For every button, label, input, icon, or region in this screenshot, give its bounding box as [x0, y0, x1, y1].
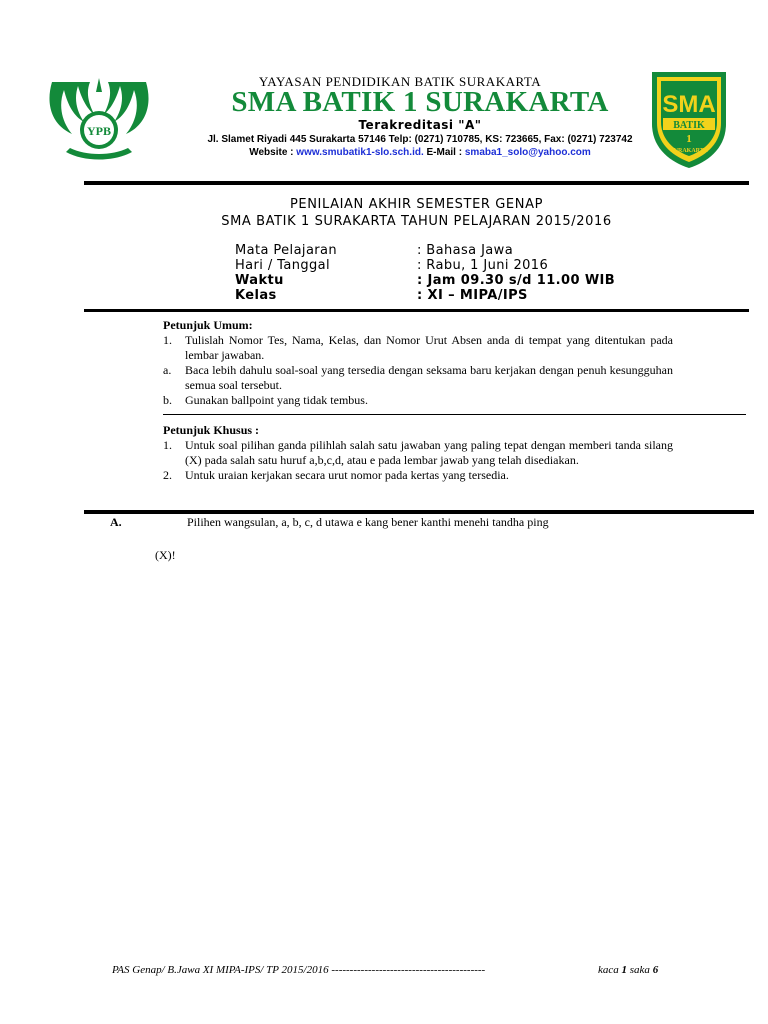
school-name: SMA BATIK 1 SURAKARTA	[231, 86, 609, 118]
info-label: Kelas	[235, 288, 277, 303]
general-instructions	[163, 318, 675, 408]
part-a-label: A.	[110, 515, 122, 529]
part-a-instruction-cont: (X)!	[155, 548, 176, 562]
instructions-divider	[163, 414, 746, 415]
info-row-class	[235, 288, 615, 303]
info-value: : Jam 09.30 s/d 11.00 WIB	[417, 273, 616, 288]
logo-right-sma: SMA	[662, 91, 716, 118]
info-row-date	[235, 258, 615, 273]
item-text: Gunakan ballpoint yang tidak tembus.	[185, 393, 368, 407]
info-label: Mata Pelajaran	[235, 243, 338, 258]
footer-course-info: PAS Genap/ B.Jawa XI MIPA-IPS/ TP 2015/2016 ------------------------------------------	[112, 964, 486, 976]
item-text: Untuk soal pilihan ganda pilihlah salah satu jawaban yang paling tepat dengan memberi tanda silang (X) pada salah satu huruf a,b,c,d, atau e pada lembar jawab yang telah disediakan.	[185, 438, 673, 467]
ypb-logo	[44, 72, 154, 164]
item-number: a.	[163, 363, 172, 377]
logo-right-city: SURAKARTA	[670, 148, 708, 154]
info-value: : Bahasa Jawa	[417, 243, 514, 258]
item-number: 1.	[163, 333, 172, 347]
page-current: 1	[621, 964, 628, 976]
foundation-name: YAYASAN PENDIDIKAN BATIK SURAKARTA	[258, 74, 542, 89]
logo-right-num: 1	[686, 133, 692, 145]
item-number: 2.	[163, 468, 172, 482]
footer-page-number	[598, 964, 658, 976]
exam-title-line1: PENILAIAN AKHIR SEMESTER GENAP	[289, 197, 544, 212]
email-label: E-Mail :	[426, 147, 463, 158]
item-number: b.	[163, 393, 172, 407]
info-value: : XI – MIPA/IPS	[417, 288, 528, 303]
accreditation: Terakreditasi "A"	[358, 118, 482, 132]
logo-right-batik: BATIK	[673, 120, 705, 131]
info-value: : Rabu, 1 Juni 2016	[417, 258, 549, 273]
page-prefix: kaca	[598, 964, 619, 976]
email-link[interactable]: smaba1_solo@yahoo.com	[464, 147, 591, 158]
website-label: Website :	[249, 147, 294, 158]
header-divider	[84, 181, 749, 185]
specific-instructions-title: Petunjuk Khusus :	[163, 423, 260, 437]
list-item	[163, 363, 675, 393]
contact-line	[160, 147, 680, 158]
exam-title	[84, 196, 749, 230]
info-row-subject	[235, 243, 615, 258]
item-text: Untuk uraian kerjakan secara urut nomor pada kertas yang tersedia.	[185, 468, 509, 482]
school-address: Jl. Slamet Riyadi 445 Surakarta 57146 Telp: (0271) 710785, KS: 723665, Fax: (0271) 723742	[207, 134, 633, 145]
section-divider	[84, 510, 754, 514]
page-mid: saka	[629, 964, 650, 976]
item-text: Baca lebih dahulu soal-soal yang tersedia dengan seksama baru kerjakan dengan penuh kesungguhan semua soal tersebut.	[185, 363, 673, 392]
general-instructions-title: Petunjuk Umum:	[163, 318, 253, 332]
item-text: Tulislah Nomor Tes, Nama, Kelas, dan Nomor Urut Absen anda di tempat yang ditentukan pada lembar jawaban.	[185, 333, 673, 362]
website-link[interactable]: www.smubatik1-slo.sch.id.	[296, 147, 424, 158]
info-divider	[84, 309, 749, 312]
info-row-time	[235, 273, 615, 288]
info-label: Hari / Tanggal	[235, 258, 331, 273]
part-a-instruction: Pilihen wangsulan, a, b, c, d utawa e kang bener kanthi menehi tandha ping	[187, 515, 549, 529]
list-item	[163, 438, 675, 468]
info-label: Waktu	[235, 273, 284, 288]
exam-title-line2: SMA BATIK 1 SURAKARTA TAHUN PELAJARAN 2015/2016	[221, 214, 612, 229]
list-item	[163, 333, 675, 363]
exam-info-table	[235, 243, 615, 303]
item-number: 1.	[163, 438, 172, 452]
list-item	[163, 393, 675, 408]
list-item	[163, 468, 675, 483]
logo-left-text: YPB	[87, 124, 111, 138]
specific-instructions	[163, 423, 675, 483]
page-total: 6	[652, 964, 659, 976]
